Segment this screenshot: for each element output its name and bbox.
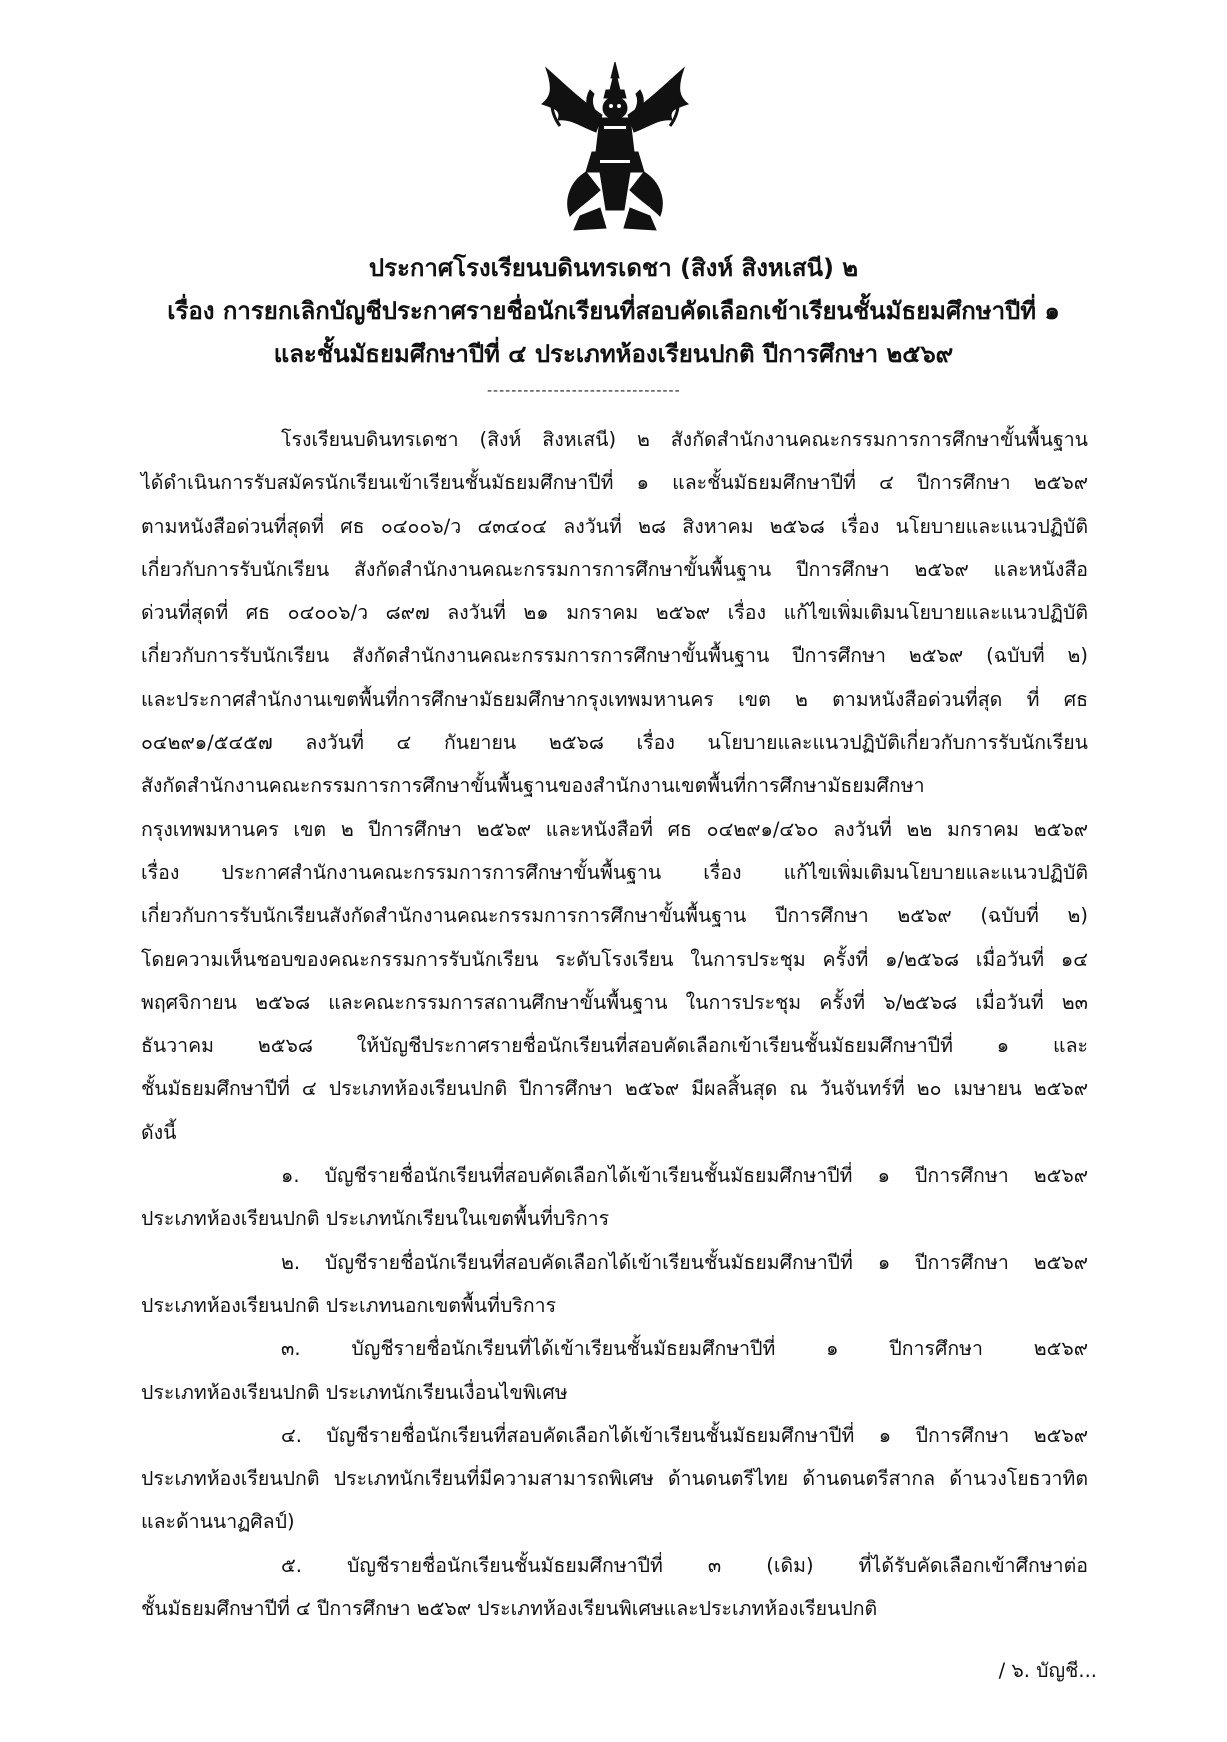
body-line: ได้ดำเนินการรับสมัครนักเรียนเข้าเรียนชั้นมัธยมศึกษาปีที่ ๑ และชั้นมัธยมศึกษาปีที่ ๔ ปีการศึกษา ๒๕๖๙: [141, 471, 1088, 495]
list-item-4-cont: ประเภทห้องเรียนปกติ ประเภทนักเรียนที่มีความสามารถพิเศษ ด้านดนตรีไทย ด้านดนตรีสากล ด้านวงโยธวาทิต: [141, 1467, 1088, 1491]
list-item-1-cont: ประเภทห้องเรียนปกติ ประเภทนักเรียนในเขตพื้นที่บริการ: [141, 1207, 610, 1231]
title-line-1: ประกาศโรงเรียนบดินทรเดชา (สิงห์ สิงหเสนี) ๒: [368, 254, 859, 282]
list-item-1: ๑. บัญชีรายชื่อนักเรียนที่สอบคัดเลือกได้เข้าเรียนชั้นมัธยมศึกษาปีที่ ๑ ปีการศึกษา ๒๕๖๙: [281, 1164, 1088, 1188]
body-line: ตามหนังสือด่วนที่สุดที่ ศธ ๐๔๐๐๖/ว ๔๓๔๐๔ ลงวันที่ ๒๘ สิงหาคม ๒๕๖๘ เรื่อง นโยบายและแนวปฏิบัติ: [141, 514, 1088, 538]
body-line: ชั้นมัธยมศึกษาปีที่ ๔ ประเภทห้องเรียนปกติ ปีการศึกษา ๒๕๖๙ มีผลสิ้นสุด ณ วันจันทร์ที่ ๒๐ เมษายน ๒๕๖๙: [141, 1077, 1088, 1101]
announcement-title: [120, 247, 1107, 376]
garuda-emblem-icon: [540, 60, 690, 235]
list-item-4: ๔. บัญชีรายชื่อนักเรียนที่สอบคัดเลือกได้เข้าเรียนชั้นมัธยมศึกษาปีที่ ๑ ปีการศึกษา ๒๕๖๙: [281, 1423, 1088, 1447]
list-item-5-cont: ชั้นมัธยมศึกษาปีที่ ๔ ปีการศึกษา ๒๕๖๙ ประเภทห้องเรียนพิเศษและประเภทห้องเรียนปกติ: [141, 1597, 878, 1621]
body-line: และประกาศสำนักงานเขตพื้นที่การศึกษามัธยมศึกษากรุงเทพมหานคร เขต ๒ ตามหนังสือด่วนที่สุด ที่ ศธ: [141, 687, 1088, 711]
list-item-3: ๓. บัญชีรายชื่อนักเรียนที่ได้เข้าเรียนชั้นมัธยมศึกษาปีที่ ๑ ปีการศึกษา ๒๕๖๙: [281, 1337, 1088, 1361]
body-line: เกี่ยวกับการรับนักเรียน สังกัดสำนักงานคณะกรรมการการศึกษาขั้นพื้นฐาน ปีการศึกษา ๒๕๖๙ (ฉบับที่ ๒): [141, 644, 1088, 668]
title-divider: --------------------------------: [487, 383, 681, 399]
list-item-2: ๒. บัญชีรายชื่อนักเรียนที่สอบคัดเลือกได้เข้าเรียนชั้นมัธยมศึกษาปีที่ ๑ ปีการศึกษา ๒๕๖๙: [281, 1250, 1088, 1274]
title-line-2: เรื่อง การยกเลิกบัญชีประกาศรายชื่อนักเรียนที่สอบคัดเลือกเข้าเรียนชั้นมัธยมศึกษาปีที่ ๑: [167, 297, 1060, 325]
title-line-3: และชั้นมัธยมศึกษาปีที่ ๔ ประเภทห้องเรียนปกติ ปีการศึกษา ๒๕๖๙: [273, 340, 954, 368]
body-line: ๐๔๒๙๑/๕๔๕๗ ลงวันที่ ๔ กันยายน ๒๕๖๘ เรื่อง นโยบายและแนวปฏิบัติเกี่ยวกับการรับนักเรียน: [141, 731, 1088, 755]
body-line: เกี่ยวกับการรับนักเรียนสังกัดสำนักงานคณะกรรมการการศึกษาขั้นพื้นฐาน ปีการศึกษา ๒๕๖๙ (ฉบับที่ ๒): [141, 904, 1088, 928]
body-line: โดยความเห็นชอบของคณะกรรมการรับนักเรียน ระดับโรงเรียน ในการประชุม ครั้งที่ ๑/๒๕๖๘ เมื่อวันที่ ๑๔: [141, 947, 1088, 971]
body-line: เรื่อง ประกาศสำนักงานคณะกรรมการการศึกษาขั้นพื้นฐาน เรื่อง แก้ไขเพิ่มเติมนโยบายและแนวปฏิบัติ: [141, 860, 1088, 884]
body-line: พฤศจิกายน ๒๕๖๘ และคณะกรรมการสถานศึกษาขั้นพื้นฐาน ในการประชุม ครั้งที่ ๖/๒๕๖๘ เมื่อวันที่ ๒๓: [141, 990, 1088, 1014]
list-item-4-cont: และด้านนาฏศิลป์): [141, 1510, 295, 1534]
body-line: เกี่ยวกับการรับนักเรียน สังกัดสำนักงานคณะกรรมการการศึกษาขั้นพื้นฐาน ปีการศึกษา ๒๕๖๙ และหนังสือ: [141, 557, 1088, 581]
body-line: ดังนี้: [141, 1120, 177, 1144]
list-item-3-cont: ประเภทห้องเรียนปกติ ประเภทนักเรียนเงื่อนไขพิเศษ: [141, 1380, 568, 1404]
body-line: สังกัดสำนักงานคณะกรรมการการศึกษาขั้นพื้นฐานของสำนักงานเขตพื้นที่การศึกษามัธยมศึกษา: [141, 774, 925, 798]
page-continuation: / ๖. บัญชี...: [998, 1659, 1097, 1682]
body-line: ด่วนที่สุดที่ ศธ ๐๔๐๐๖/ว ๘๙๗ ลงวันที่ ๒๑ มกราคม ๒๕๖๙ เรื่อง แก้ไขเพิ่มเติมนโยบายและแนวปฏิบัติ: [141, 601, 1088, 625]
body-line: ธันวาคม ๒๕๖๘ ให้บัญชีประกาศรายชื่อนักเรียนที่สอบคัดเลือกเข้าเรียนชั้นมัธยมศึกษาปีที่ ๑ และ: [141, 1034, 1088, 1058]
list-item-5: ๕. บัญชีรายชื่อนักเรียนชั้นมัธยมศึกษาปีที่ ๓ (เดิม) ที่ได้รับคัดเลือกเข้าศึกษาต่อ: [281, 1553, 1088, 1577]
list-item-2-cont: ประเภทห้องเรียนปกติ ประเภทนอกเขตพื้นที่บริการ: [141, 1293, 557, 1317]
body-line: กรุงเทพมหานคร เขต ๒ ปีการศึกษา ๒๕๖๙ และหนังสือที่ ศธ ๐๔๒๙๑/๔๖๐ ลงวันที่ ๒๒ มกราคม ๒๕๖๙: [141, 817, 1088, 841]
body-line: โรงเรียนบดินทรเดชา (สิงห์ สิงหเสนี) ๒ สังกัดสำนักงานคณะกรรมการการศึกษาขั้นพื้นฐาน: [281, 428, 1088, 451]
announcement-body: [141, 418, 1088, 1630]
